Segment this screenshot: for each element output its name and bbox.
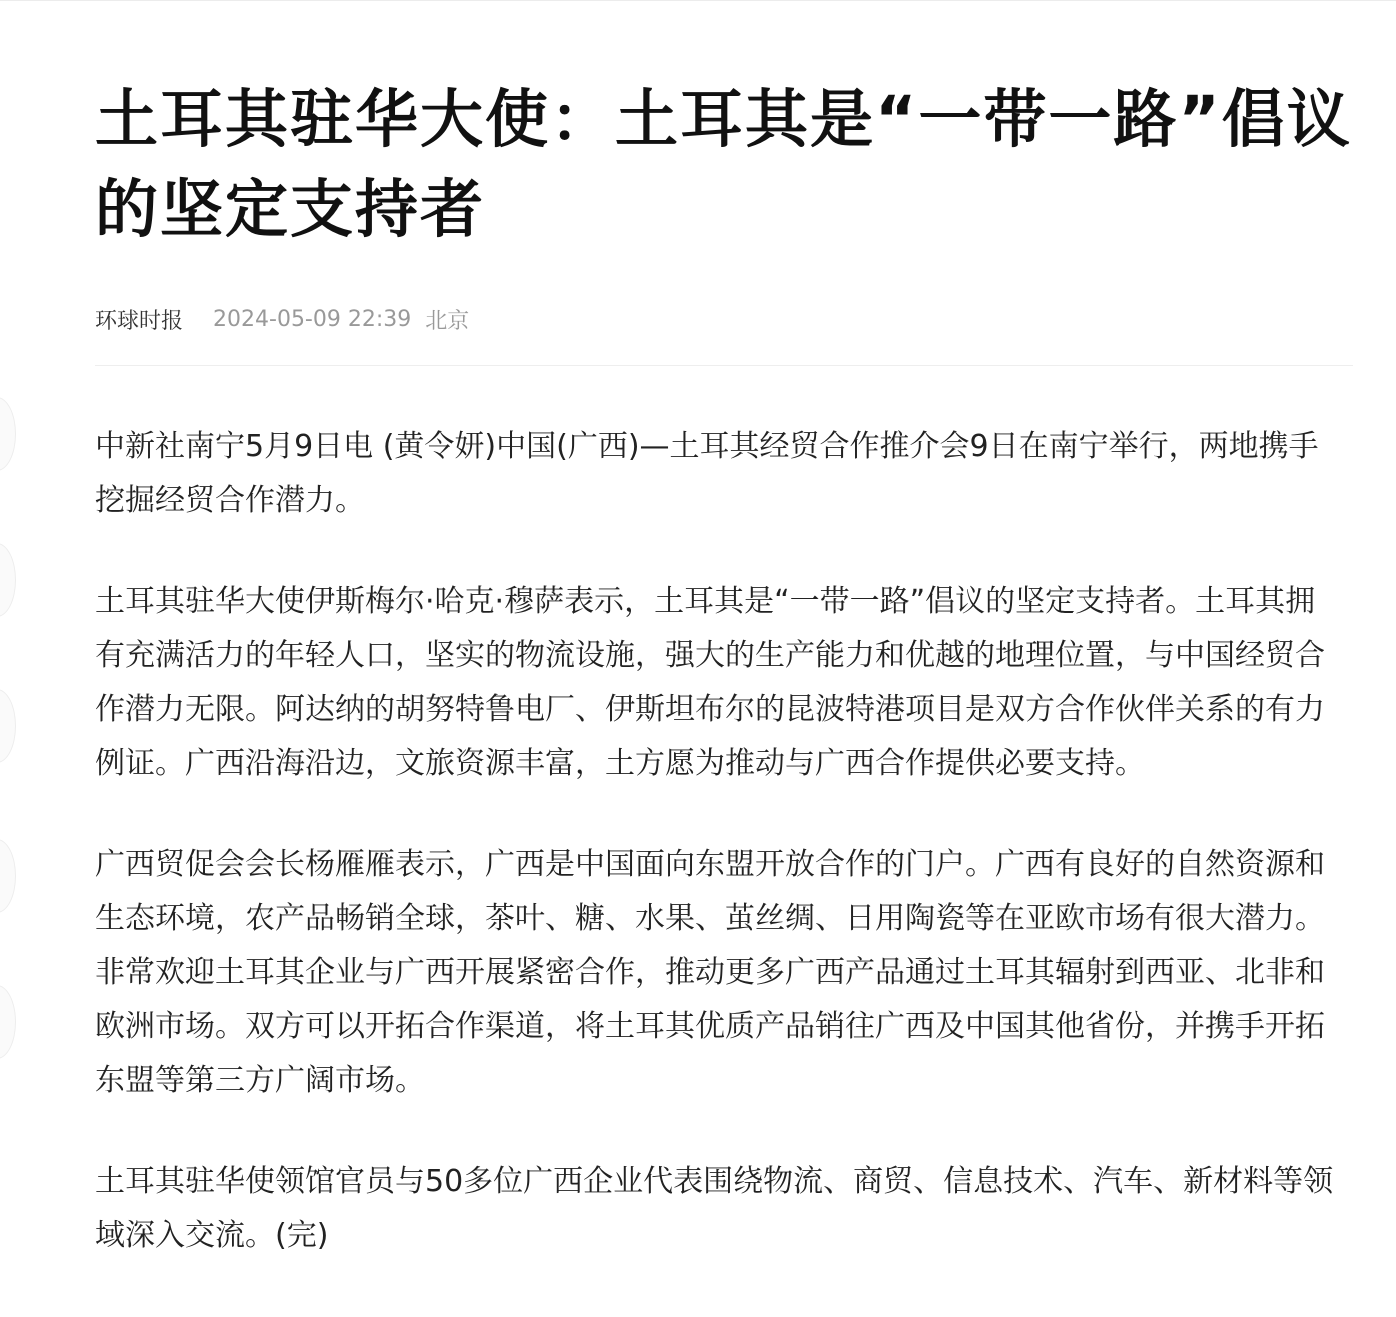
article-paragraph: 广西贸促会会长杨雁雁表示，广西是中国面向东盟开放合作的门户。广西有良好的自然资源和生态环境，农产品畅销全球，茶叶、糖、水果、茧丝绸、日用陶瓷等在亚欧市场有很大潜力。非常欢迎土耳其企业与广西开展紧密合作，推动更多广西产品通过土耳其辐射到西亚、北非和欧洲市场。双方可以开拓合作渠道，将土耳其优质产品销往广西及中国其他省份，并携手开拓东盟等第三方广阔市场。 (95, 847, 1325, 1098)
side-float-button-2[interactable] (0, 543, 16, 617)
left-edge-floating-controls (0, 1, 20, 1317)
article-title: 土耳其驻华大使：土耳其是“一带一路”倡议的坚定支持者 (95, 83, 1352, 246)
article (95, 75, 1355, 1310)
article-paragraph: 土耳其驻华使领馆官员与50多位广西企业代表围绕物流、商贸、信息技术、汽车、新材料等领域深入交流。(完) (95, 1164, 1334, 1253)
article-source[interactable]: 环球时报 (95, 308, 184, 334)
article-paragraph: 土耳其驻华大使伊斯梅尔·哈克·穆萨表示，土耳其是“一带一路”倡议的坚定支持者。土耳其拥有充满活力的年轻人口，坚实的物流设施，强大的生产能力和优越的地理位置，与中国经贸合作潜力无限。阿达纳的胡努特鲁电厂、伊斯坦布尔的昆波特港项目是双方合作伙伴关系的有力例证。广西沿海沿边，文旅资源丰富，土方愿为推动与广西合作提供必要支持。 (95, 584, 1325, 781)
article-datetime: 2024-05-09 22:39 (213, 306, 412, 332)
side-float-button-3[interactable] (0, 689, 16, 763)
article-meta (95, 299, 1355, 339)
meta-divider (95, 365, 1353, 366)
article-paragraph: 中新社南宁5月9日电 (黄令妍)中国(广西)—土耳其经贸合作推介会9日在南宁举行，两地携手挖掘经贸合作潜力。 (95, 429, 1319, 518)
side-float-button-1[interactable] (0, 397, 16, 471)
article-location: 北京 (425, 308, 470, 334)
side-float-button-4[interactable] (0, 839, 16, 913)
article-body (95, 420, 1355, 1263)
side-float-button-5[interactable] (0, 985, 16, 1059)
